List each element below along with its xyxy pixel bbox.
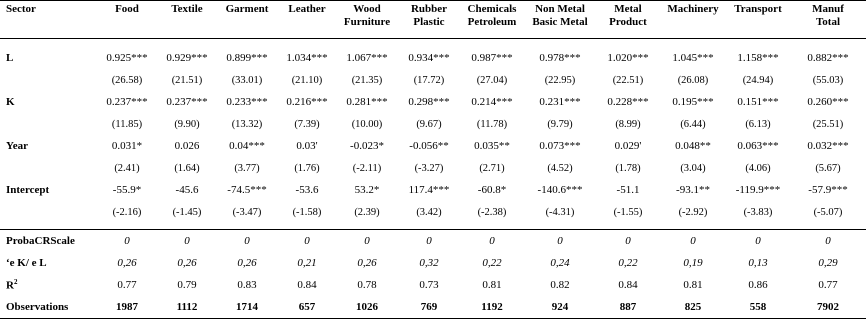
col-header-line2: Petroleum bbox=[467, 16, 517, 28]
observations-cell: 1026 bbox=[336, 296, 398, 319]
tstat-cell: (21.51) bbox=[171, 74, 203, 86]
coef-cell: 0.031* bbox=[111, 140, 143, 152]
col-header-line1: Non Metal bbox=[535, 3, 585, 15]
tstat-cell: (-5.07) bbox=[813, 206, 843, 218]
proba-cell: 0 bbox=[596, 230, 660, 253]
r2-cell: 0.83 bbox=[237, 279, 257, 291]
elasticity-cell: 0,26 bbox=[117, 257, 137, 269]
observations-cell: 1112 bbox=[158, 296, 216, 319]
coef-cell: 0.032*** bbox=[807, 140, 849, 152]
empty-cell bbox=[0, 69, 96, 91]
col-header-line2: Basic Metal bbox=[532, 16, 588, 28]
coef-cell: 0.03' bbox=[296, 140, 318, 152]
proba-cell: 0 bbox=[96, 230, 158, 253]
row-label bbox=[0, 274, 96, 296]
tstat-cell: (33.01) bbox=[231, 74, 263, 86]
elasticity-cell: 0,22 bbox=[618, 257, 638, 269]
coef-cell: -45.6 bbox=[175, 184, 199, 196]
coef-cell: 0.929*** bbox=[166, 52, 208, 64]
tstat-cell: (11.78) bbox=[476, 118, 508, 130]
coef-row bbox=[0, 47, 866, 69]
col-header-line1: Chemicals bbox=[467, 3, 517, 15]
r2-cell: 0.84 bbox=[618, 279, 638, 291]
coef-cell: 0.231*** bbox=[539, 96, 581, 108]
col-header bbox=[460, 1, 524, 39]
tstat-cell: (-4.31) bbox=[545, 206, 575, 218]
coef-row bbox=[0, 135, 866, 157]
tstat-cell: (13.32) bbox=[231, 118, 263, 130]
row-label-text: L bbox=[6, 52, 14, 64]
coef-cell: -74.5*** bbox=[227, 184, 267, 196]
observations-cell: 887 bbox=[596, 296, 660, 319]
row-label-text: ProbaCRScale bbox=[6, 235, 75, 247]
tstat-cell: (-2.11) bbox=[352, 162, 382, 174]
elasticity-cell: 0,13 bbox=[748, 257, 768, 269]
tstat-cell: (-2.16) bbox=[112, 206, 142, 218]
elasticity-cell: 0,26 bbox=[177, 257, 197, 269]
tstat-cell: (11.85) bbox=[111, 118, 143, 130]
observations-cell: 769 bbox=[398, 296, 460, 319]
tstat-cell: (-1.45) bbox=[172, 206, 202, 218]
coef-cell: 0.281*** bbox=[346, 96, 388, 108]
coef-cell: 0.882*** bbox=[807, 52, 849, 64]
elasticity-row bbox=[0, 252, 866, 274]
tstat-cell: (21.10) bbox=[291, 74, 323, 86]
tstat-cell: (9.67) bbox=[416, 118, 442, 130]
tstat-row bbox=[0, 69, 866, 91]
col-header-line1: Textile bbox=[171, 3, 203, 15]
tstat-cell: (2.39) bbox=[354, 206, 380, 218]
elasticity-cell: 0,26 bbox=[237, 257, 257, 269]
coef-cell: 0.029' bbox=[614, 140, 642, 152]
tstat-cell: (-3.83) bbox=[743, 206, 773, 218]
coef-cell: 0.063*** bbox=[737, 140, 779, 152]
tstat-cell: (8.99) bbox=[615, 118, 641, 130]
tstat-cell: (55.03) bbox=[812, 74, 844, 86]
elasticity-cell: 0,24 bbox=[550, 257, 570, 269]
coef-cell: 0.195*** bbox=[672, 96, 714, 108]
row-label-text: R bbox=[6, 279, 14, 292]
proba-cell: 0 bbox=[660, 230, 726, 253]
tstat-cell: (4.52) bbox=[547, 162, 573, 174]
coef-cell: 1.158*** bbox=[737, 52, 779, 64]
observations-cell: 1987 bbox=[96, 296, 158, 319]
coef-cell: 0.260*** bbox=[807, 96, 849, 108]
col-header-line1: Wood bbox=[353, 3, 381, 15]
proba-cell: 0 bbox=[216, 230, 278, 253]
row-label-text: Year bbox=[6, 140, 28, 152]
col-header bbox=[278, 1, 336, 39]
col-header-line2: Plastic bbox=[413, 16, 445, 28]
tstat-cell: (-2.38) bbox=[477, 206, 507, 218]
coef-cell: -140.6*** bbox=[537, 184, 583, 196]
coef-cell: 0.237*** bbox=[106, 96, 148, 108]
row-label-text: ‘e K/ e L bbox=[6, 257, 47, 269]
proba-cell: 0 bbox=[278, 230, 336, 253]
tstat-cell: (4.06) bbox=[745, 162, 771, 174]
r2-cell: 0.82 bbox=[550, 279, 570, 291]
tstat-cell: (24.94) bbox=[742, 74, 774, 86]
r2-cell: 0.81 bbox=[683, 279, 703, 291]
r2-cell: 0.81 bbox=[482, 279, 502, 291]
coef-cell: 0.298*** bbox=[408, 96, 450, 108]
observations-row bbox=[0, 296, 866, 319]
tstat-cell: (6.13) bbox=[745, 118, 771, 130]
col-header-line1: Garment bbox=[225, 3, 269, 15]
row-label bbox=[0, 230, 96, 253]
tstat-cell: (9.90) bbox=[174, 118, 200, 130]
coef-cell: 117.4*** bbox=[408, 184, 450, 196]
coef-cell: 1.034*** bbox=[286, 52, 328, 64]
empty-cell bbox=[0, 113, 96, 135]
tstat-cell: (7.39) bbox=[294, 118, 320, 130]
observations-cell: 825 bbox=[660, 296, 726, 319]
sector-header: Sector bbox=[0, 1, 96, 39]
tstat-cell: (-1.55) bbox=[613, 206, 643, 218]
col-header bbox=[158, 1, 216, 39]
coef-cell: -0.056** bbox=[409, 140, 449, 152]
proba-cell: 0 bbox=[398, 230, 460, 253]
coef-cell: 0.026 bbox=[174, 140, 200, 152]
col-header-line1: Machinery bbox=[667, 3, 719, 15]
tstat-cell: (22.95) bbox=[544, 74, 576, 86]
elasticity-cell: 0,19 bbox=[683, 257, 703, 269]
proba-cell: 0 bbox=[336, 230, 398, 253]
coef-cell: 0.228*** bbox=[607, 96, 649, 108]
coef-cell: 0.237*** bbox=[166, 96, 208, 108]
col-header-line2: Product bbox=[609, 16, 647, 28]
proba-cell: 0 bbox=[524, 230, 596, 253]
tstat-cell: (1.64) bbox=[174, 162, 200, 174]
row-label bbox=[0, 135, 96, 157]
proba-cell: 0 bbox=[790, 230, 866, 253]
r2-cell: 0.84 bbox=[297, 279, 317, 291]
col-header bbox=[96, 1, 158, 39]
col-header-line1: Leather bbox=[288, 3, 326, 15]
observations-cell: 1192 bbox=[460, 296, 524, 319]
tstat-cell: (21.35) bbox=[351, 74, 383, 86]
tstat-cell: (6.44) bbox=[680, 118, 706, 130]
coef-row bbox=[0, 91, 866, 113]
coef-cell: 0.151*** bbox=[737, 96, 779, 108]
col-header-line2: Total bbox=[815, 16, 841, 28]
observations-cell: 7902 bbox=[790, 296, 866, 319]
coef-cell: 0.04*** bbox=[229, 140, 265, 152]
elasticity-cell: 0,29 bbox=[818, 257, 838, 269]
coef-cell: -60.8* bbox=[477, 184, 507, 196]
proba-cell: 0 bbox=[158, 230, 216, 253]
coef-cell: 0.899*** bbox=[226, 52, 268, 64]
row-label bbox=[0, 91, 96, 113]
tstat-cell: (17.72) bbox=[413, 74, 445, 86]
coef-cell: 0.925*** bbox=[106, 52, 148, 64]
tstat-cell: (22.51) bbox=[612, 74, 644, 86]
col-header bbox=[660, 1, 726, 39]
elasticity-cell: 0,26 bbox=[357, 257, 377, 269]
proba-cell: 0 bbox=[460, 230, 524, 253]
coef-cell: -53.6 bbox=[295, 184, 319, 196]
tstat-cell: (3.77) bbox=[234, 162, 260, 174]
elasticity-cell: 0,21 bbox=[297, 257, 317, 269]
r2-cell: 0.73 bbox=[419, 279, 439, 291]
col-header-line1: Food bbox=[115, 3, 139, 15]
r2-cell: 0.86 bbox=[748, 279, 768, 291]
proba-row bbox=[0, 230, 866, 253]
coef-cell: -51.1 bbox=[616, 184, 640, 196]
col-header-line1: Manuf bbox=[812, 3, 844, 15]
coef-cell: 0.073*** bbox=[539, 140, 581, 152]
row-label-superscript: 2 bbox=[13, 278, 18, 287]
header-row bbox=[0, 1, 866, 39]
proba-cell: 0 bbox=[726, 230, 790, 253]
empty-cell bbox=[0, 157, 96, 179]
tstat-row bbox=[0, 157, 866, 179]
coef-cell: -93.1** bbox=[676, 184, 710, 196]
col-header bbox=[216, 1, 278, 39]
tstat-cell: (-3.47) bbox=[232, 206, 262, 218]
elasticity-cell: 0,32 bbox=[419, 257, 439, 269]
tstat-cell: (26.08) bbox=[677, 74, 709, 86]
observations-cell: 657 bbox=[278, 296, 336, 319]
coef-cell: -57.9*** bbox=[808, 184, 848, 196]
tstat-cell: (9.79) bbox=[547, 118, 573, 130]
r2-cell: 0.79 bbox=[177, 279, 197, 291]
r2-cell: 0.77 bbox=[818, 279, 838, 291]
tstat-cell: (10.00) bbox=[351, 118, 383, 130]
col-header-line2: Furniture bbox=[343, 16, 391, 28]
tstat-cell: (3.42) bbox=[416, 206, 442, 218]
coef-cell: 0.987*** bbox=[471, 52, 513, 64]
row-label bbox=[0, 296, 96, 319]
tstat-row bbox=[0, 201, 866, 223]
observations-cell: 1714 bbox=[216, 296, 278, 319]
tstat-cell: (3.04) bbox=[680, 162, 706, 174]
spacer-row bbox=[0, 39, 866, 48]
coef-cell: 1.020*** bbox=[607, 52, 649, 64]
tstat-cell: (-1.58) bbox=[292, 206, 322, 218]
row-label-text: K bbox=[6, 96, 15, 108]
table-body bbox=[0, 39, 866, 319]
row-label-text: Intercept bbox=[6, 184, 50, 196]
col-header bbox=[726, 1, 790, 39]
col-header bbox=[596, 1, 660, 39]
coef-cell: 1.067*** bbox=[346, 52, 388, 64]
coef-cell: 0.035** bbox=[474, 140, 510, 152]
tstat-cell: (5.67) bbox=[815, 162, 841, 174]
col-header bbox=[398, 1, 460, 39]
coef-cell: 0.978*** bbox=[539, 52, 581, 64]
coef-cell: 1.045*** bbox=[672, 52, 714, 64]
tstat-cell: (26.58) bbox=[111, 74, 143, 86]
r2-row bbox=[0, 274, 866, 296]
col-header bbox=[524, 1, 596, 39]
col-header-line1: Rubber bbox=[410, 3, 448, 15]
coef-cell: 0.216*** bbox=[286, 96, 328, 108]
coef-cell: -55.9* bbox=[112, 184, 142, 196]
elasticity-cell: 0,22 bbox=[482, 257, 502, 269]
coef-cell: 0.233*** bbox=[226, 96, 268, 108]
observations-cell: 558 bbox=[726, 296, 790, 319]
row-label bbox=[0, 179, 96, 201]
coef-row bbox=[0, 179, 866, 201]
row-label-text: Observations bbox=[6, 301, 69, 313]
r2-cell: 0.78 bbox=[357, 279, 377, 291]
row-label bbox=[0, 47, 96, 69]
r2-cell: 0.77 bbox=[117, 279, 137, 291]
tstat-cell: (27.04) bbox=[476, 74, 508, 86]
tstat-cell: (1.78) bbox=[615, 162, 641, 174]
col-header-line1: Metal bbox=[614, 3, 642, 15]
tstat-cell: (25.51) bbox=[812, 118, 844, 130]
tstat-cell: (2.71) bbox=[479, 162, 505, 174]
tstat-row bbox=[0, 113, 866, 135]
tstat-cell: (-2.92) bbox=[678, 206, 708, 218]
coef-cell: 0.934*** bbox=[408, 52, 450, 64]
coef-cell: 53.2* bbox=[354, 184, 380, 196]
empty-cell bbox=[0, 201, 96, 223]
tstat-cell: (1.76) bbox=[294, 162, 320, 174]
row-label bbox=[0, 252, 96, 274]
col-header bbox=[790, 1, 866, 39]
coef-cell: 0.214*** bbox=[471, 96, 513, 108]
observations-cell: 924 bbox=[524, 296, 596, 319]
col-header bbox=[336, 1, 398, 39]
spacer-cell bbox=[0, 39, 866, 48]
tstat-cell: (2.41) bbox=[114, 162, 140, 174]
coef-cell: -119.9*** bbox=[735, 184, 781, 196]
tstat-cell: (-3.27) bbox=[414, 162, 444, 174]
coef-cell: 0.048** bbox=[675, 140, 711, 152]
coef-cell: -0.023* bbox=[350, 140, 384, 152]
col-header-line1: Transport bbox=[734, 3, 782, 15]
